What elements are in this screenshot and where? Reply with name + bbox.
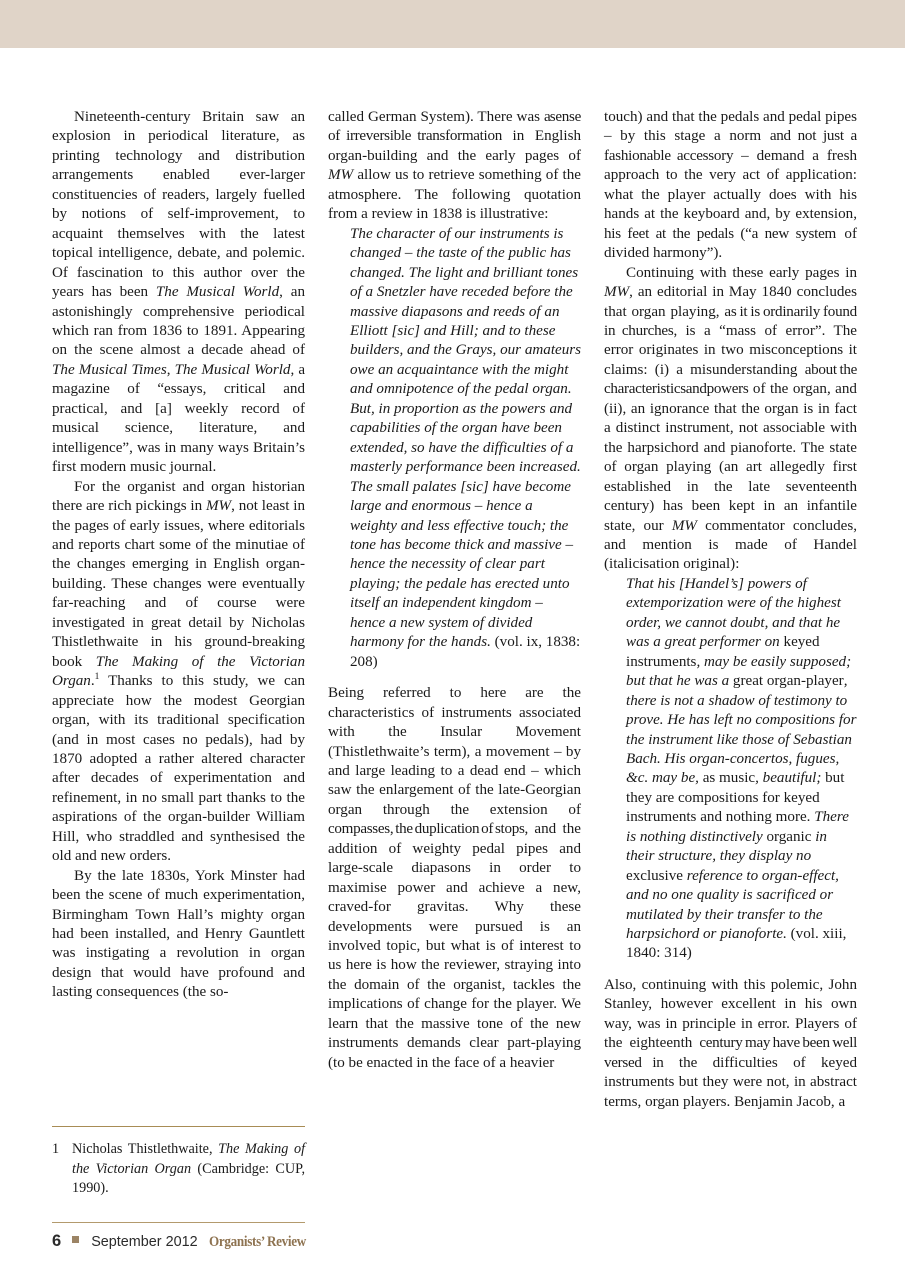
text-run-tight: a sense of irreversible transformation [328,109,581,145]
footer-rule [52,1222,305,1223]
three-column-layout [52,108,858,1198]
text-run-tight: as it is ordinarily found in churches, [604,303,857,339]
paragraph-1 [52,108,305,478]
title-italic: The Musical World [155,284,280,301]
text-run-tight: his feet at the pedals (“a new system [604,225,837,242]
text-run: Nineteenth-century Britain saw an explosion in periodical literature, as printing technology and distribution arrangements enabled ever-larger constituencies of readers, largely fuelled by notions of self-improvement, to acquaint themselves with the latest topical intelligence, debate, and polemic. Of fascination to this author over the years has been [52,109,305,301]
text-run-tight: and not just a fashionable accessory [604,128,857,164]
block-quote-2 [604,575,857,964]
quote-citation: (vol. xiii, 1840: 314) [626,926,847,962]
paragraph-4 [328,108,581,225]
text-run: , an editorial in May 1840 concludes that organ playing, [604,284,857,320]
text-run: the difficulties of keyed instruments but they were not, in abstract terms, organ players. Benjamin Jacob, a [604,1054,857,1110]
abbrev-italic: MW [205,498,232,515]
title-italic: The Musical World [174,361,291,378]
column-1 [52,108,305,1198]
quote-run-roman: exclusive [626,867,687,884]
issue-date: September 2012 [91,1234,198,1251]
text-run: Nicholas Thistlethwaite, [72,1141,219,1158]
paragraph-3: By the late 1830s, York Minster had been the scene of much experimentation, Birmingham Town Hall’s mighty organ had been installed, and Henry Gauntlett was instigating a revolution in organ design that would have profound and lasting consequences (the so- [52,867,305,1001]
quote-run-roman: but they are compositions for keyed instruments and nothing more. [626,770,845,826]
text-run: touch) and that the pedals and pedal pipes – by this stage a norm [604,109,857,145]
text-run: (Cambridge: CUP, 1990). [72,1160,305,1196]
paragraph-2 [52,478,305,867]
text-run: commentator concludes, and mention is made of Handel (italicisation original): [604,517,857,573]
page-number: 6 [52,1232,62,1251]
footnote-text [72,1140,305,1198]
block-quote-1 [328,225,581,672]
page-content [52,108,858,1198]
quote-citation: (vol. ix, 1838: 208) [350,634,581,670]
paragraph-7 [604,264,857,575]
page-footer [52,1222,858,1251]
footnote-1 [52,1140,305,1198]
footer-line [52,1232,858,1251]
abbrev-italic: MW [604,284,630,301]
quote-run-roman: great organ-player [729,673,844,690]
text-run: Being referred to here are the characteristics of instruments associated with the Insular Movement (Thistlethwaite’s term), a movement – by and large leading to a dead end – which saw the enlargement of the late-Georgian organ through the extension of [328,685,581,818]
text-run: Continuing with these early pages in [626,264,857,281]
quote-text [626,576,856,942]
magazine-title: Organists’ Review [208,1234,306,1251]
title-italic: The Making of the Victorian Organ [52,653,305,690]
text-run: is a “mass of error”. The error originates in two misconceptions it claims: (i) a misunderstanding [604,322,857,378]
text-run: , a magazine of “essays, critical and practical, and [a] weekly record of musical science, literature, and intelligence”, was in many ways Britain’s first modern music journal. [52,361,306,476]
text-run: Also, continuing with this polemic, John Stanley, however excellent in his own way, was in principle in error. Players of the eighteenth [604,976,857,1052]
title-italic: The Making of the Victorian Organ [72,1141,306,1177]
footnote-number: 1 [52,1141,60,1158]
text-run: of divided harmony”). [604,225,857,262]
text-run-tight: about the characteristics and powers [604,361,857,398]
text-run: of the organ, and (ii), an ignorance that the organ is in fact a distinct instrument, not associable with the harpsichord and pianoforte. The state of organ playing (an art allegedly first established in the late seventeenth century) has been kept in an infantile state, our [604,381,857,534]
paragraph-5 [328,684,581,1073]
quote-run-italic: That his [Handel’s] powers of extemporization were of the highest order, we cannot doubt, and that he was a great performer on [626,575,841,651]
quote-text: The character of our instruments is changed – the taste of the public has changed. The light and brilliant tones of a Snetzler have receded before the massive diapasons and reeds of an Elliott [sic] and Hill; and to these builders, and the Grays, our amateurs owe an acquaintance with the might and omnipotence of the pedal organ. But, in proportion as the powers and capabilities of the organ have been extended, so have the difficulties of a masterly performance been increased. The small palates [sic] have become large and enormous – hence a weighty and less effective touch; the tone has become thick and massive – hence the necessity of clear part playing; the pedale has erected unto itself an independent kingdom – hence a new system of divided harmony for the hands. [350,225,582,651]
footnote-marker[interactable]: 1 [94,672,100,683]
text-run: allow us to retrieve something of the atmosphere. The following quotation from a review in 1838 is illustrative: [328,167,581,223]
top-banner [0,0,905,48]
quote-run-italic: , there is not a shadow of testimony to prove. He has left no compositions for the instrument like those of Sebastian Bach. His organ-concertos, fugues, &c. may be, [626,673,857,787]
text-run: called German System). There was [328,109,544,125]
quote-run-italic: reference to organ-effect, and no one quality is sacrificed or mutilated by their transfer to the harpsichord or pianoforte. [626,867,839,943]
quote-run-italic: a [721,673,730,690]
text-run: in English organ-building and the early pages of [328,128,581,164]
text-run: For the organist and organ historian there are rich pickings in [52,478,305,515]
paragraph-8 [604,976,857,1112]
quote-run-roman: as music [702,770,756,787]
quote-run-italic: , beautiful; [755,770,826,787]
text-run: and the addition of weighty pedal pipes and large-scale diapasons in order to maximise power and achieve a new, craved-for gravitas. Why these developments were pursued is an involved topic, but what is of interest to us here is how the reviewer, straying into the domain of the organist, tackles the implications of change for the player. We learn that the massive tone of the new instruments demands clear part-playing (to be enacted in the face of a heavier [328,821,581,1071]
title-italic: The Musical Times [52,361,167,378]
abbrev-italic: MW [328,167,354,184]
footnote-rule [52,1126,305,1128]
text-run: , not least in the pages of early issues, where editorials and reports chart some of the minutiae of the changes emerging in English organ-building. These changes were eventually far-reaching and of course were investigated in great detail by Nicholas Thistlethwaite in his ground-breaking book [52,498,305,670]
quote-run-roman: keyed instruments [626,634,820,670]
quote-run-italic: There is nothing distinctively [626,809,849,845]
paragraph-6 [604,108,857,264]
text-run-tight: century may have been well versed in [604,1035,857,1071]
abbrev-italic: MW [671,517,697,534]
text-run: , an astonishingly comprehensive periodical which ran from 1836 to 1891. Appearing on the scene almost a decade ahead of [52,284,305,359]
column-2 [328,108,581,1198]
text-run: Thanks to this study, we can appreciate how the modest Georgian organ, with its traditional specification (and in most cases no pedals), had by 1870 adopted a rather altered character after decades of experimentation and refinement, in no small part thanks to the aspirations of the organ-builder William Hill, who straddled and synthesised the old and new orders. [52,673,305,865]
quote-run-italic: in their structure, they [626,828,827,865]
square-bullet-icon [72,1236,79,1243]
quote-run-roman: organic [766,828,812,845]
quote-run-italic: , may be easily supposed; but that he was [626,653,852,690]
text-run: – demand a fresh approach to the very act of application: what the player actually does with his hands at the keyboard and, by extension, [604,147,857,223]
period-after-title: . [90,673,95,690]
text-run-tight: compasses, the duplication of stops, [328,821,528,838]
quote-run-italic: display no [748,848,812,865]
column-3 [604,108,857,1198]
footnote-block [52,1126,305,1198]
text-run: , [166,361,175,378]
